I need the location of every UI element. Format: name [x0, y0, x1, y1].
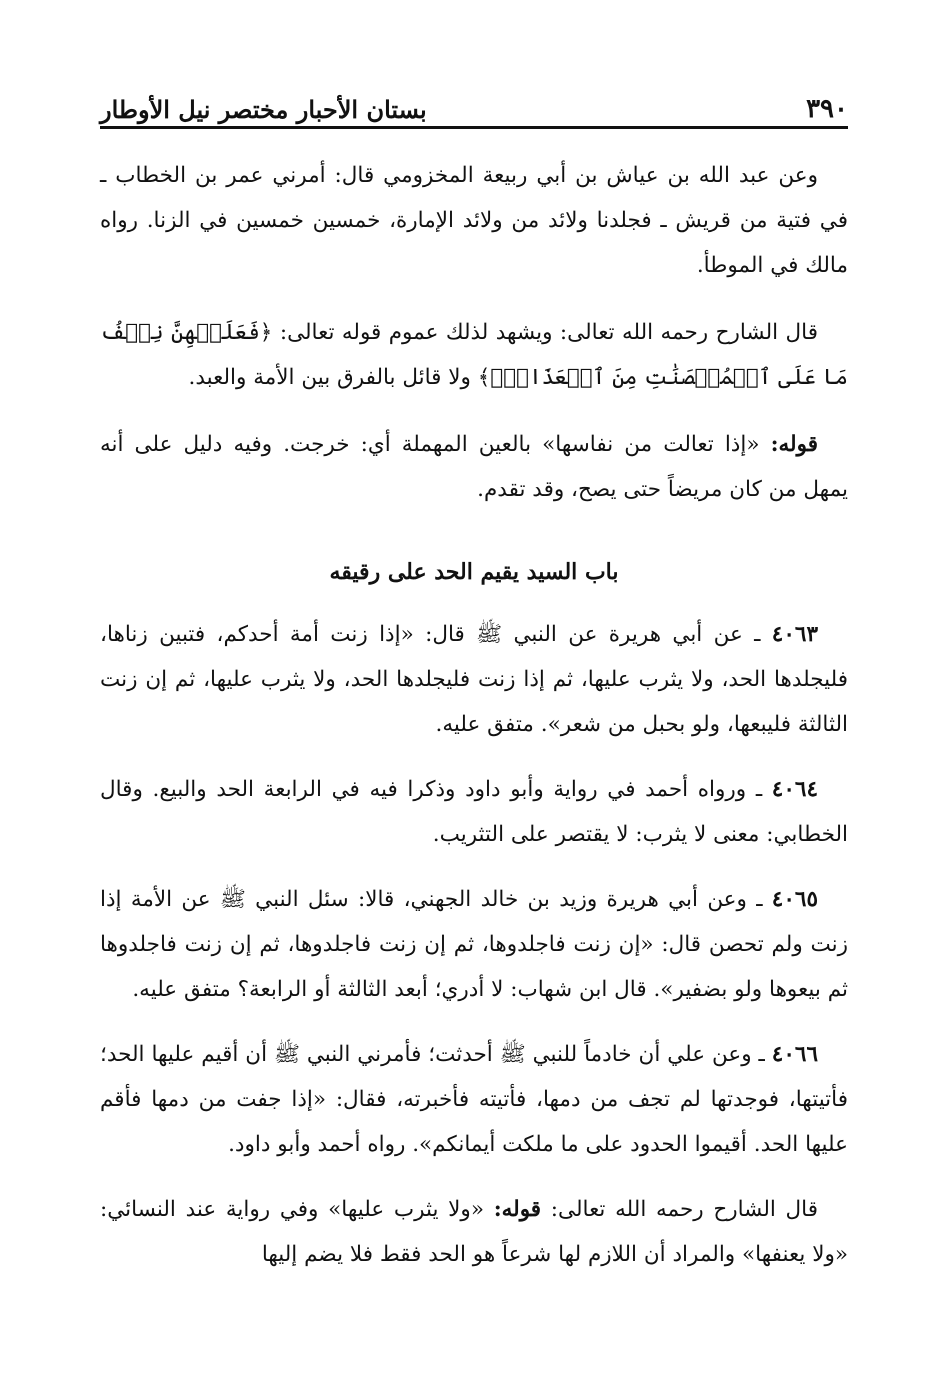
hadith-text: ـ وعن أبي هريرة وزيد بن خالد الجهني، قالا: سئل النبي ﷺ عن الأمة إذا زنت ولم تحصن قال: «إن زنت فاجلدوها، ثم إن زنت فاجلدوها، ثم إن زنت فاجلدوها ثم بيعوها ولو بضفير». قال ابن شهاب: لا أدري؛ أبعد الثالثة أو الرابعة؟ متفق عليه. — [100, 887, 848, 1002]
commentary-text-end: ولا قائل بالفرق بين الأمة والعبد. — [188, 365, 478, 390]
commentary-text: قال الشارح رحمه الله تعالى: ويشهد لذلك عموم قوله تعالى: — [272, 320, 818, 345]
commentary-text: قال الشارح رحمه الله تعالى: — [541, 1197, 818, 1222]
hadith-number: ٤٠٦٤ — [771, 777, 818, 802]
hadith-text: ـ ورواه أحمد في رواية وأبو داود وذكرا فيه في الرابعة الحد والبيع. وقال الخطابي: معنى لا يثرب: لا يقتصر على التثريب. — [100, 777, 848, 847]
hadith-text: ـ وعن علي أن خادماً للنبي ﷺ أحدثت؛ فأمرني النبي ﷺ أن أقيم عليها الحد؛ فأتيتها، فوجدتها لم تجف من دمها، فأتيته فأخبرته، فقال: «إذا جفت من دمها فأقم عليها الحد. أقيموا الحدود على ما ملكت أيمانكم». رواه أحمد وأبو داود. — [100, 1042, 848, 1157]
page-number: ٣٩٠ — [806, 94, 848, 124]
qawluh-text: «إذا تعالت من نفاسها» بالعين المهملة أي: خرجت. وفيه دليل على أنه يمهل من كان مريضاً حتى يصح، وقد تقدم. — [100, 432, 848, 502]
qawluh-label: قوله: — [770, 432, 818, 457]
hadith-4065 — [100, 877, 848, 1012]
hadith-number: ٤٠٦٦ — [771, 1042, 818, 1067]
page-header — [100, 84, 848, 129]
paragraph-qawluh — [100, 422, 848, 512]
hadith-4064 — [100, 767, 848, 857]
commentary-text-end: «ولا يثرب عليها» وفي رواية عند النسائي: «ولا يعنفها» والمراد أن اللازم لها شرعاً هو الحد فقط فلا يضم إليها — [100, 1197, 848, 1267]
hadith-4063 — [100, 612, 848, 747]
book-page — [100, 84, 848, 1299]
hadith-4066 — [100, 1032, 848, 1167]
hadith-number: ٤٠٦٥ — [771, 887, 818, 912]
hadith-number: ٤٠٦٣ — [771, 622, 818, 647]
paragraph-ibn-ayyash: وعن عبد الله بن عياش بن أبي ربيعة المخزومي قال: أمرني عمر بن الخطاب ـ في فتية من قريش ـ فجلدنا ولائد من ولائد الإمارة، خمسين خمسين في الزنا. رواه مالك في الموطأ. — [100, 163, 848, 278]
paragraph-commentary-quran — [100, 310, 848, 400]
running-title: بستان الأحبار مختصر نيل الأوطار — [100, 95, 427, 124]
qawluh-label: قوله: — [493, 1197, 542, 1222]
page-body — [100, 153, 848, 1277]
chapter-title: باب السيد يقيم الحد على رقيقه — [329, 559, 619, 585]
hadith-text: ـ عن أبي هريرة عن النبي ﷺ قال: «إذا زنت أمة أحدكم، فتبين زناها، فليجلدها الحد، ولا يثرب عليها، ثم إذا زنت فليجلدها الحد، ولا يثرب عليها، ثم إن زنت الثالثة فليبعها، ولو بحبل من شعر». متفق عليه. — [100, 622, 848, 737]
paragraph-final-commentary — [100, 1187, 848, 1277]
quran-verse: ﴿فَعَلَيۡهِنَّ نِصۡفُ مَا عَلَى ٱلۡمُحۡصَنَٰتِ مِنَ ٱلۡعَذَابِۚ﴾ — [100, 320, 848, 390]
